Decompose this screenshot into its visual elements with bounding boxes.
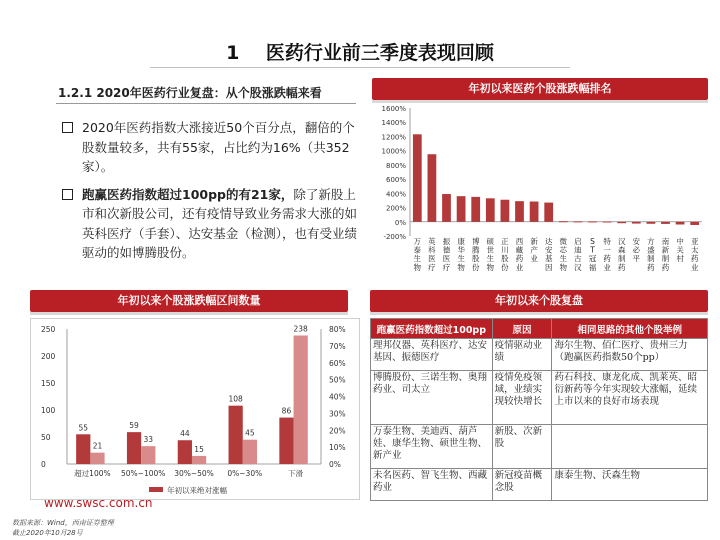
table-header: 相同思路的其他个股举例	[552, 319, 708, 339]
x-tick-label: 微芯生物	[559, 237, 568, 272]
x-tick-label: 中关村	[676, 237, 684, 264]
bullet-item	[62, 118, 362, 177]
y-tick-label: 800%	[385, 161, 406, 170]
review-banner: 年初以来个股复盘	[370, 290, 708, 312]
data-label-count: 86	[281, 406, 292, 416]
left-tick-label: 150	[41, 379, 56, 388]
bar	[501, 200, 510, 222]
table-cell: 未名医药、智飞生物、西藏药业	[371, 469, 493, 501]
table-row	[371, 371, 708, 425]
left-tick-label: 0	[41, 460, 46, 469]
table-row	[371, 469, 708, 501]
data-label-share: 33	[143, 435, 154, 445]
bar	[588, 221, 597, 222]
bar	[603, 221, 612, 222]
bar	[442, 194, 451, 222]
x-tick-label: 西藏药业	[515, 237, 524, 272]
bar	[457, 196, 466, 222]
bar	[515, 201, 524, 222]
bullet-text	[82, 118, 362, 177]
legend-swatch	[149, 487, 163, 492]
bar	[544, 203, 553, 222]
right-tick-label: 30%	[329, 409, 346, 419]
x-tick-label: S T 冠福	[588, 237, 597, 272]
bar	[676, 222, 685, 225]
title-text: 医药行业前三季度表现回顾	[265, 42, 494, 64]
bullet-item	[62, 185, 362, 263]
right-tick-label: 0%	[329, 460, 341, 469]
checkbox-bullet-icon	[62, 122, 73, 133]
bar	[559, 221, 568, 222]
y-tick-label: 0%	[394, 218, 406, 227]
left-tick-label: 100	[41, 406, 56, 415]
bar-share	[141, 446, 155, 464]
bullet-body: 2020年医药指数大涨接近50个百分点，翻倍的个股数量较多，共有55家，占比约为16%（共352家）。	[82, 120, 355, 174]
table-cell: 海尔生物、佰仁医疗、贵州三力（跑赢医药指数50个pp）	[552, 339, 708, 371]
data-label-count: 55	[78, 423, 89, 433]
legend-label: 年初以来绝对涨幅	[167, 486, 227, 495]
bar-count	[76, 434, 90, 464]
bar	[632, 222, 641, 224]
table-cell: 疫情驱动业绩	[492, 339, 552, 371]
ranking-chart-banner: 年初以来医药个股涨跌幅排名	[372, 78, 708, 100]
table-header: 原因	[492, 319, 552, 339]
table-cell: 理邦仪器、英科医疗、达安基因、振德医疗	[371, 339, 493, 371]
bar	[617, 222, 626, 223]
table-cell: 新冠疫苗概念股	[492, 469, 552, 501]
bullet-bold: 跑赢医药指数超过100pp的有21家，	[82, 186, 294, 202]
checkbox-bullet-icon	[62, 189, 73, 200]
x-tick-label: 汉森制药	[617, 237, 626, 272]
bar-share	[192, 456, 206, 464]
right-tick-label: 80%	[329, 325, 346, 334]
y-tick-label: 1000%	[381, 147, 406, 156]
left-tick-label: 200	[41, 352, 56, 361]
x-tick-label: 超过100%	[74, 469, 111, 478]
bar	[486, 198, 495, 221]
bar-count	[127, 432, 141, 464]
x-tick-label: 30%~50%	[174, 469, 214, 478]
table-cell: 万泰生物、美迪西、葫芦娃、康华生物、硕世生物、新产业	[371, 425, 493, 469]
x-tick-label: 正川股份	[501, 237, 509, 272]
left-tick-label: 50	[41, 433, 51, 442]
title-divider	[150, 67, 570, 68]
bar	[471, 197, 480, 222]
x-tick-label: 硕世生物	[486, 237, 495, 272]
x-tick-label: 南新制药	[661, 237, 670, 272]
data-label-share: 238	[293, 324, 308, 334]
right-tick-label: 40%	[329, 392, 346, 402]
x-tick-label: 振德医疗	[442, 237, 451, 272]
x-tick-label: 50%~100%	[120, 469, 166, 478]
table-row	[371, 339, 708, 371]
x-tick-label: 博腾股份	[471, 237, 480, 272]
source-note	[12, 518, 114, 538]
table-header-row	[371, 319, 708, 339]
review-table	[370, 318, 708, 501]
right-tick-label: 10%	[329, 443, 346, 453]
bar-share	[90, 453, 104, 464]
data-label-count: 44	[180, 429, 190, 439]
bar-share	[294, 335, 308, 464]
x-tick-label: 亚太药业	[690, 237, 699, 272]
y-tick-label: -200%	[383, 233, 406, 241]
bar-count	[279, 418, 293, 464]
bullet-body: 除了新股上市和次新股公司，还有疫情导致业务需求大涨的如英科医疗（手套）、达安基金（检测），也有受业绩驱动的如博腾股份。	[82, 186, 358, 260]
date-line: 截止2020年10月28号	[12, 529, 83, 537]
right-tick-label: 70%	[329, 341, 346, 351]
website-link[interactable]: www.swsc.com.cn	[44, 496, 153, 510]
bar	[690, 222, 699, 225]
y-tick-label: 200%	[385, 204, 406, 213]
x-tick-label: 0%~30%	[227, 469, 263, 478]
page-title	[0, 38, 720, 65]
y-tick-label: 600%	[385, 176, 406, 185]
x-tick-label: 新产业	[530, 237, 538, 264]
distribution-chart	[30, 318, 360, 500]
table-cell: 康泰生物、沃森生物	[552, 469, 708, 501]
table-cell	[552, 425, 708, 469]
bar-count	[229, 406, 243, 464]
data-label-count: 108	[228, 394, 243, 404]
x-tick-label: 达安基因	[544, 237, 553, 272]
x-tick-label: 康华生物	[457, 237, 465, 272]
y-tick-label: 400%	[385, 190, 406, 199]
sub-heading: 1.2.1 2020年医药行业复盘：从个股涨跌幅来看	[58, 86, 322, 100]
sub-heading-divider	[56, 103, 356, 104]
bar	[647, 222, 656, 224]
y-tick-label: 1200%	[381, 133, 406, 142]
table-cell: 博腾股份、三诺生物、奥翔药业、司太立	[371, 371, 493, 425]
bar	[428, 154, 437, 222]
y-tick-label: 1600%	[381, 105, 406, 113]
x-tick-label: 特一药业	[603, 237, 611, 272]
bar-share	[243, 440, 257, 464]
data-label-share: 45	[245, 428, 255, 438]
table-cell: 疫情免疫领域，业绩实现较快增长	[492, 371, 552, 425]
section-number: 1	[226, 42, 240, 64]
table-cell: 新股、次新股	[492, 425, 552, 469]
bar	[574, 221, 583, 222]
table-header: 跑赢医药指数超过100pp	[371, 319, 493, 339]
left-tick-label: 250	[41, 325, 56, 334]
bar-count	[178, 440, 192, 464]
x-tick-label: 英科医疗	[428, 237, 436, 272]
bar	[661, 222, 670, 224]
x-tick-label: 安必平	[632, 237, 641, 264]
x-tick-label: 下滑	[288, 469, 304, 478]
y-tick-label: 1400%	[381, 119, 406, 128]
right-tick-label: 50%	[329, 375, 346, 385]
table-cell: 药石科技、康龙化成、凯莱英、昭衍新药等今年实现较大涨幅，延续上市以来的良好市场表现	[552, 371, 708, 425]
right-tick-label: 20%	[329, 426, 346, 436]
data-label-share: 21	[92, 441, 103, 451]
data-label-share: 15	[194, 444, 204, 454]
bullet-text	[82, 185, 362, 263]
source-line: 数据来源：Wind，西南证券整理	[12, 519, 114, 527]
ranking-chart	[370, 102, 708, 292]
right-tick-label: 60%	[329, 358, 346, 368]
x-tick-label: 启迪古汉	[574, 237, 582, 272]
distribution-chart-banner: 年初以来个股涨跌幅区间数量	[30, 290, 348, 312]
data-label-count: 59	[129, 421, 139, 431]
x-tick-label: 方盛制药	[647, 237, 655, 272]
bar	[530, 202, 539, 222]
bullet-list	[62, 118, 362, 271]
x-tick-label: 万泰生物	[413, 237, 422, 272]
bar	[413, 134, 422, 221]
table-row	[371, 425, 708, 469]
